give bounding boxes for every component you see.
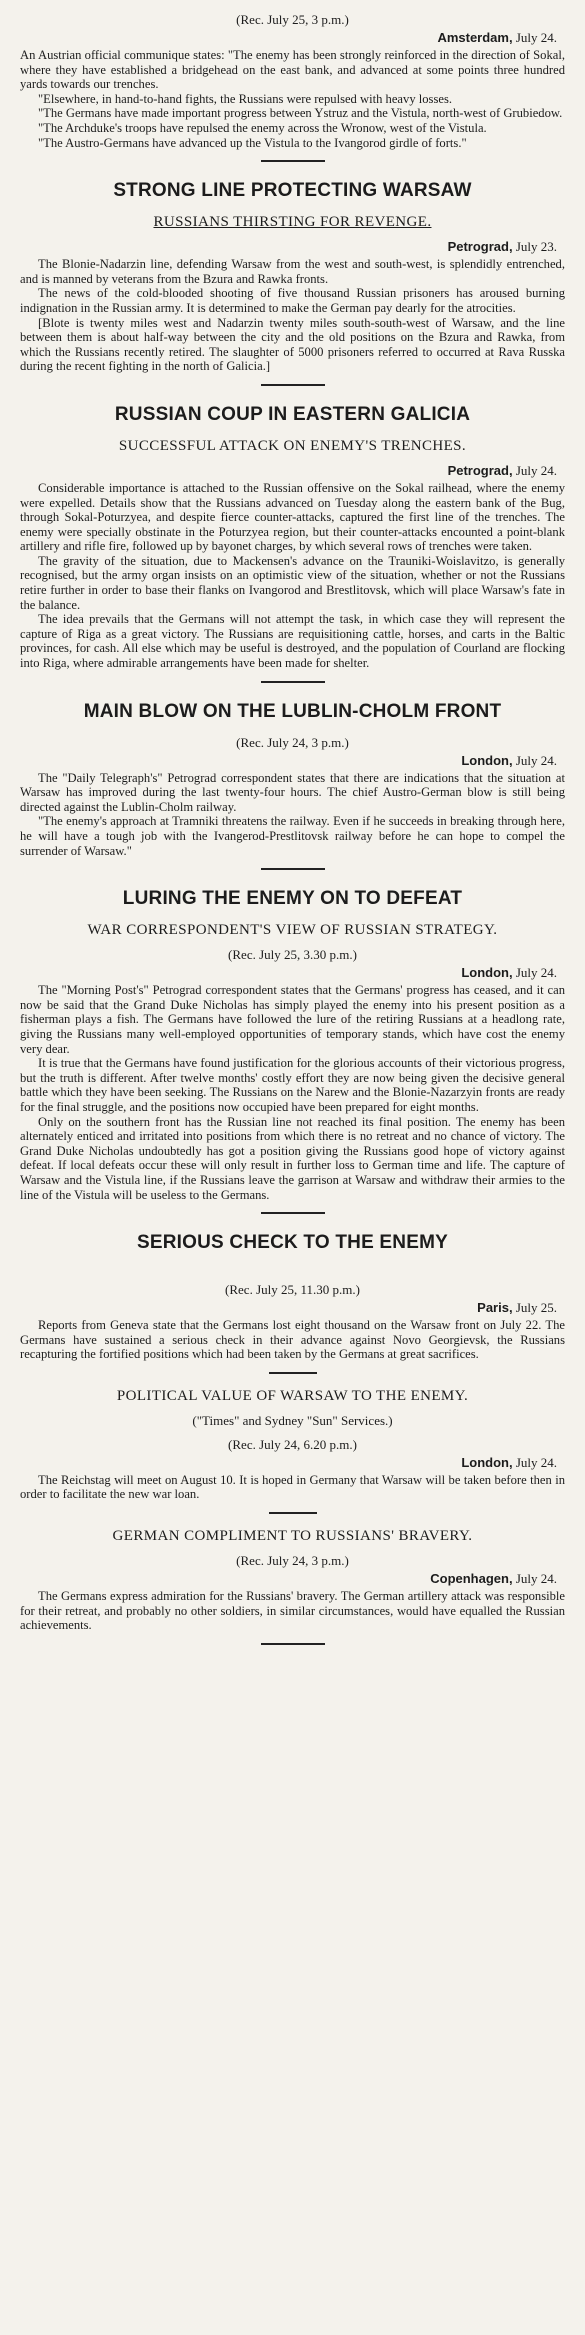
dateline-date: July 23. (515, 239, 557, 255)
article-paragraph: "The Austro-Germans have advanced up the Vistula to the Ivangorod girdle of forts." (38, 135, 467, 150)
subheadline: WAR CORRESPONDENT'S VIEW OF RUSSIAN STRATEGY. (87, 922, 498, 939)
dateline (20, 30, 557, 46)
received-time: (Rec. July 25, 3.30 p.m.) (228, 947, 357, 963)
headline: LURING THE ENEMY ON TO DEFEAT (122, 888, 463, 910)
dateline-place: Paris, (477, 1300, 513, 1316)
section-divider (261, 868, 325, 870)
article-paragraph: The Germans express admiration for the Russians' bravery. The German artillery attack was responsible for their retreat, and probably no other soldiers, in similar circumstances, would have equalled the Russian achievements. (20, 1589, 565, 1633)
subheadline: RUSSIANS THIRSTING FOR REVENGE. (153, 214, 432, 231)
section-divider (269, 1372, 317, 1374)
subheadline: POLITICAL VALUE OF WARSAW TO THE ENEMY. (116, 1387, 469, 1404)
dateline-date: July 24. (515, 1454, 557, 1470)
dateline-place: Petrograd, (447, 239, 513, 255)
section-divider (261, 681, 325, 683)
dateline-place: London, (461, 752, 513, 768)
headline: MAIN BLOW ON THE LUBLIN-CHOLM FRONT (83, 700, 502, 722)
dateline-date: July 25. (515, 1300, 557, 1316)
subheadline: SUCCESSFUL ATTACK ON ENEMY'S TRENCHES. (118, 437, 467, 454)
dateline (20, 753, 557, 769)
article-paragraph: The "Daily Telegraph's" Petrograd correspondent states that there are indications that the situation at Warsaw has improved during the last twenty-four hours. The chief Austro-German blow is still being directed against the Lublin-Cholm railway. (20, 770, 565, 814)
article-paragraph: "The Archduke's troops have repulsed the enemy across the Wronow, west of the Vistula. (38, 120, 487, 135)
dateline-place: Copenhagen, (430, 1571, 513, 1587)
dateline (20, 463, 557, 479)
article-paragraph: [Blote is twenty miles west and Nadarzin twenty miles south-south-west of Warsaw, and the line between them is about half-way between the city and the old positions on the Bzura and Rawka, from which the Russians recently retired. The slaughter of 5000 prisoners referred to occurred at Rava Russka during the recent fighting in the north of Galicia.] (20, 315, 565, 374)
article-paragraph: Reports from Geneva state that the Germans lost eight thousand on the Warsaw front on July 22. The Germans have sustained a serious check in their advance against Novo Georgievsk, the Russians recapturing the fortified positions which had been taken by the Germans at great sacrifices. (20, 1318, 565, 1362)
dateline-date: July 24. (515, 965, 557, 981)
article-paragraph: The "Morning Post's" Petrograd correspondent states that the Germans' progress has ceased, and it can now be said that the Grand Duke Nicholas has simply played the enemy into his present position as a fisherman plays a fish. The Germans have followed the lure of the retiring Russians at a headlong rate, giving the Russians many well-employed opportunities of temporary stands, which have cost the enemy very dear. (20, 983, 565, 1056)
article-paragraph: The Reichstag will meet on August 10. It is hoped in Germany that Warsaw will be taken before then in order to facilitate the new war loan. (20, 1472, 565, 1502)
article-paragraph: An Austrian official communique states: "The enemy has been strongly reinforced in the direction of Sokal, where they have established a bridgehead on the east bank, and advanced at some points three hundred yards towards our trenches. (20, 48, 565, 92)
dateline (20, 239, 557, 255)
dateline-date: July 24. (515, 30, 557, 45)
dateline (20, 1455, 557, 1471)
article-paragraph: Considerable importance is attached to the Russian offensive on the Sokal railhead, where the enemy were expelled. Details show that the Russians advanced on Tuesday along the eastern bank of the Bug, through Sokal-Poturzyea, and despite fierce counter-attacks, captured the first line of the trenches. The enemy were specially obstinate in the Poturzyea region, but their counter-attacks encounted a point-blank artillery and rifle fire, followed up by bayonet charges, by which several rows of trenches were taken. (20, 480, 565, 554)
dateline-date: July 24. (515, 1571, 557, 1587)
article-paragraph: Only on the southern front has the Russian line not reached its final position. The enemy has been alternately enticed and irritated into positions from which there is no retreat and no chance of victory. The Grand Duke Nicholas undoubtedly has got a position giving the Russians good hope of victory against defeat. If local defeats occur these will only result in further loss to German time and life. The capture of Warsaw and the Vistula line, if the Russians leave the garrison at Warsaw and withdraw their armies to the line of the Vistula will be useless to the Germans. (20, 1114, 565, 1202)
article-paragraph: The news of the cold-blooded shooting of five thousand Russian prisoners has aroused burning indignation in the Russian army. It is determined to make the German pay dearly for the atrocities. (20, 286, 565, 315)
dateline-date: July 24. (515, 752, 557, 768)
received-time: (Rec. July 25, 11.30 p.m.) (225, 1282, 360, 1298)
article-paragraph: The Blonie-Nadarzin line, defending Warsaw from the west and south-west, is splendidly entrenched, and is manned by veterans from the Bzura and Rawka fronts. (20, 257, 565, 286)
article-paragraph: The gravity of the situation, due to Mackensen's advance on the Trauniki-Woislavitzo, is generally recognised, but the army organ insists on an optimistic view of the situation, whether or not the Russians retire further in order to base their flanks on Ivangorod and Brestlitovsk, which will place Warsaw's fate in the balance. (20, 553, 565, 612)
dateline (20, 1300, 557, 1316)
section-divider (261, 1643, 325, 1645)
section-divider (269, 1512, 317, 1514)
article-paragraph: "Elsewhere, in hand-to-hand fights, the Russians were repulsed with heavy losses. (38, 91, 452, 106)
dateline-place: Petrograd, (447, 462, 513, 478)
received-time: (Rec. July 24, 6.20 p.m.) (228, 1436, 357, 1452)
headline: STRONG LINE PROTECTING WARSAW (113, 180, 472, 202)
dateline-place: London, (461, 965, 513, 981)
received-time: (Rec. July 24, 3 p.m.) (236, 734, 349, 750)
subheadline: GERMAN COMPLIMENT TO RUSSIANS' BRAVERY. (112, 1528, 473, 1545)
section-divider (261, 384, 325, 386)
dateline (20, 965, 557, 981)
dateline (20, 1571, 557, 1587)
article-paragraph: "The enemy's approach at Tramniki threatens the railway. Even if he succeeds in breaking through here, he will have a tough job with the Ivangerod-Prestlitovsk railway before he can hope to compel the surrender of Warsaw." (20, 814, 565, 858)
news-services: ("Times" and Sydney "Sun" Services.) (192, 1412, 393, 1428)
dateline-place: Amsterdam, (437, 30, 513, 45)
section-divider (261, 1212, 325, 1214)
article-paragraph: It is true that the Germans have found justification for the glorious accounts of their victorious progress, but the truth is different. After twelve months' costly effort they are now being given the decisive general battle which they have been seeking. The Russians on the Narew and the Blonie-Nazarzyin fronts are ready for the final struggle, and the positions now occupied have been prepared for eight months. (20, 1056, 565, 1114)
dateline-place: London, (461, 1454, 513, 1470)
section-divider (261, 160, 325, 162)
article-paragraph: The idea prevails that the Germans will not attempt the task, in which case they will represent the capture of Riga as a great victory. The Russians are requisitioning cattle, horses, and carts in the Baltic provinces, for cash. All else which may be useful is destroyed, and the population of Courland are flocking into Riga, where admirable arrangements have been made for shelter. (20, 612, 565, 671)
headline: RUSSIAN COUP IN EASTERN GALICIA (114, 403, 471, 425)
received-time: (Rec. July 24, 3 p.m.) (236, 1553, 349, 1569)
dateline-date: July 24. (515, 462, 557, 478)
headline: SERIOUS CHECK TO THE ENEMY (137, 1232, 448, 1254)
received-time: (Rec. July 25, 3 p.m.) (236, 12, 349, 27)
article-paragraph: "The Germans have made important progress between Ystruz and the Vistula, north-west of Grubiedow. (38, 106, 563, 121)
